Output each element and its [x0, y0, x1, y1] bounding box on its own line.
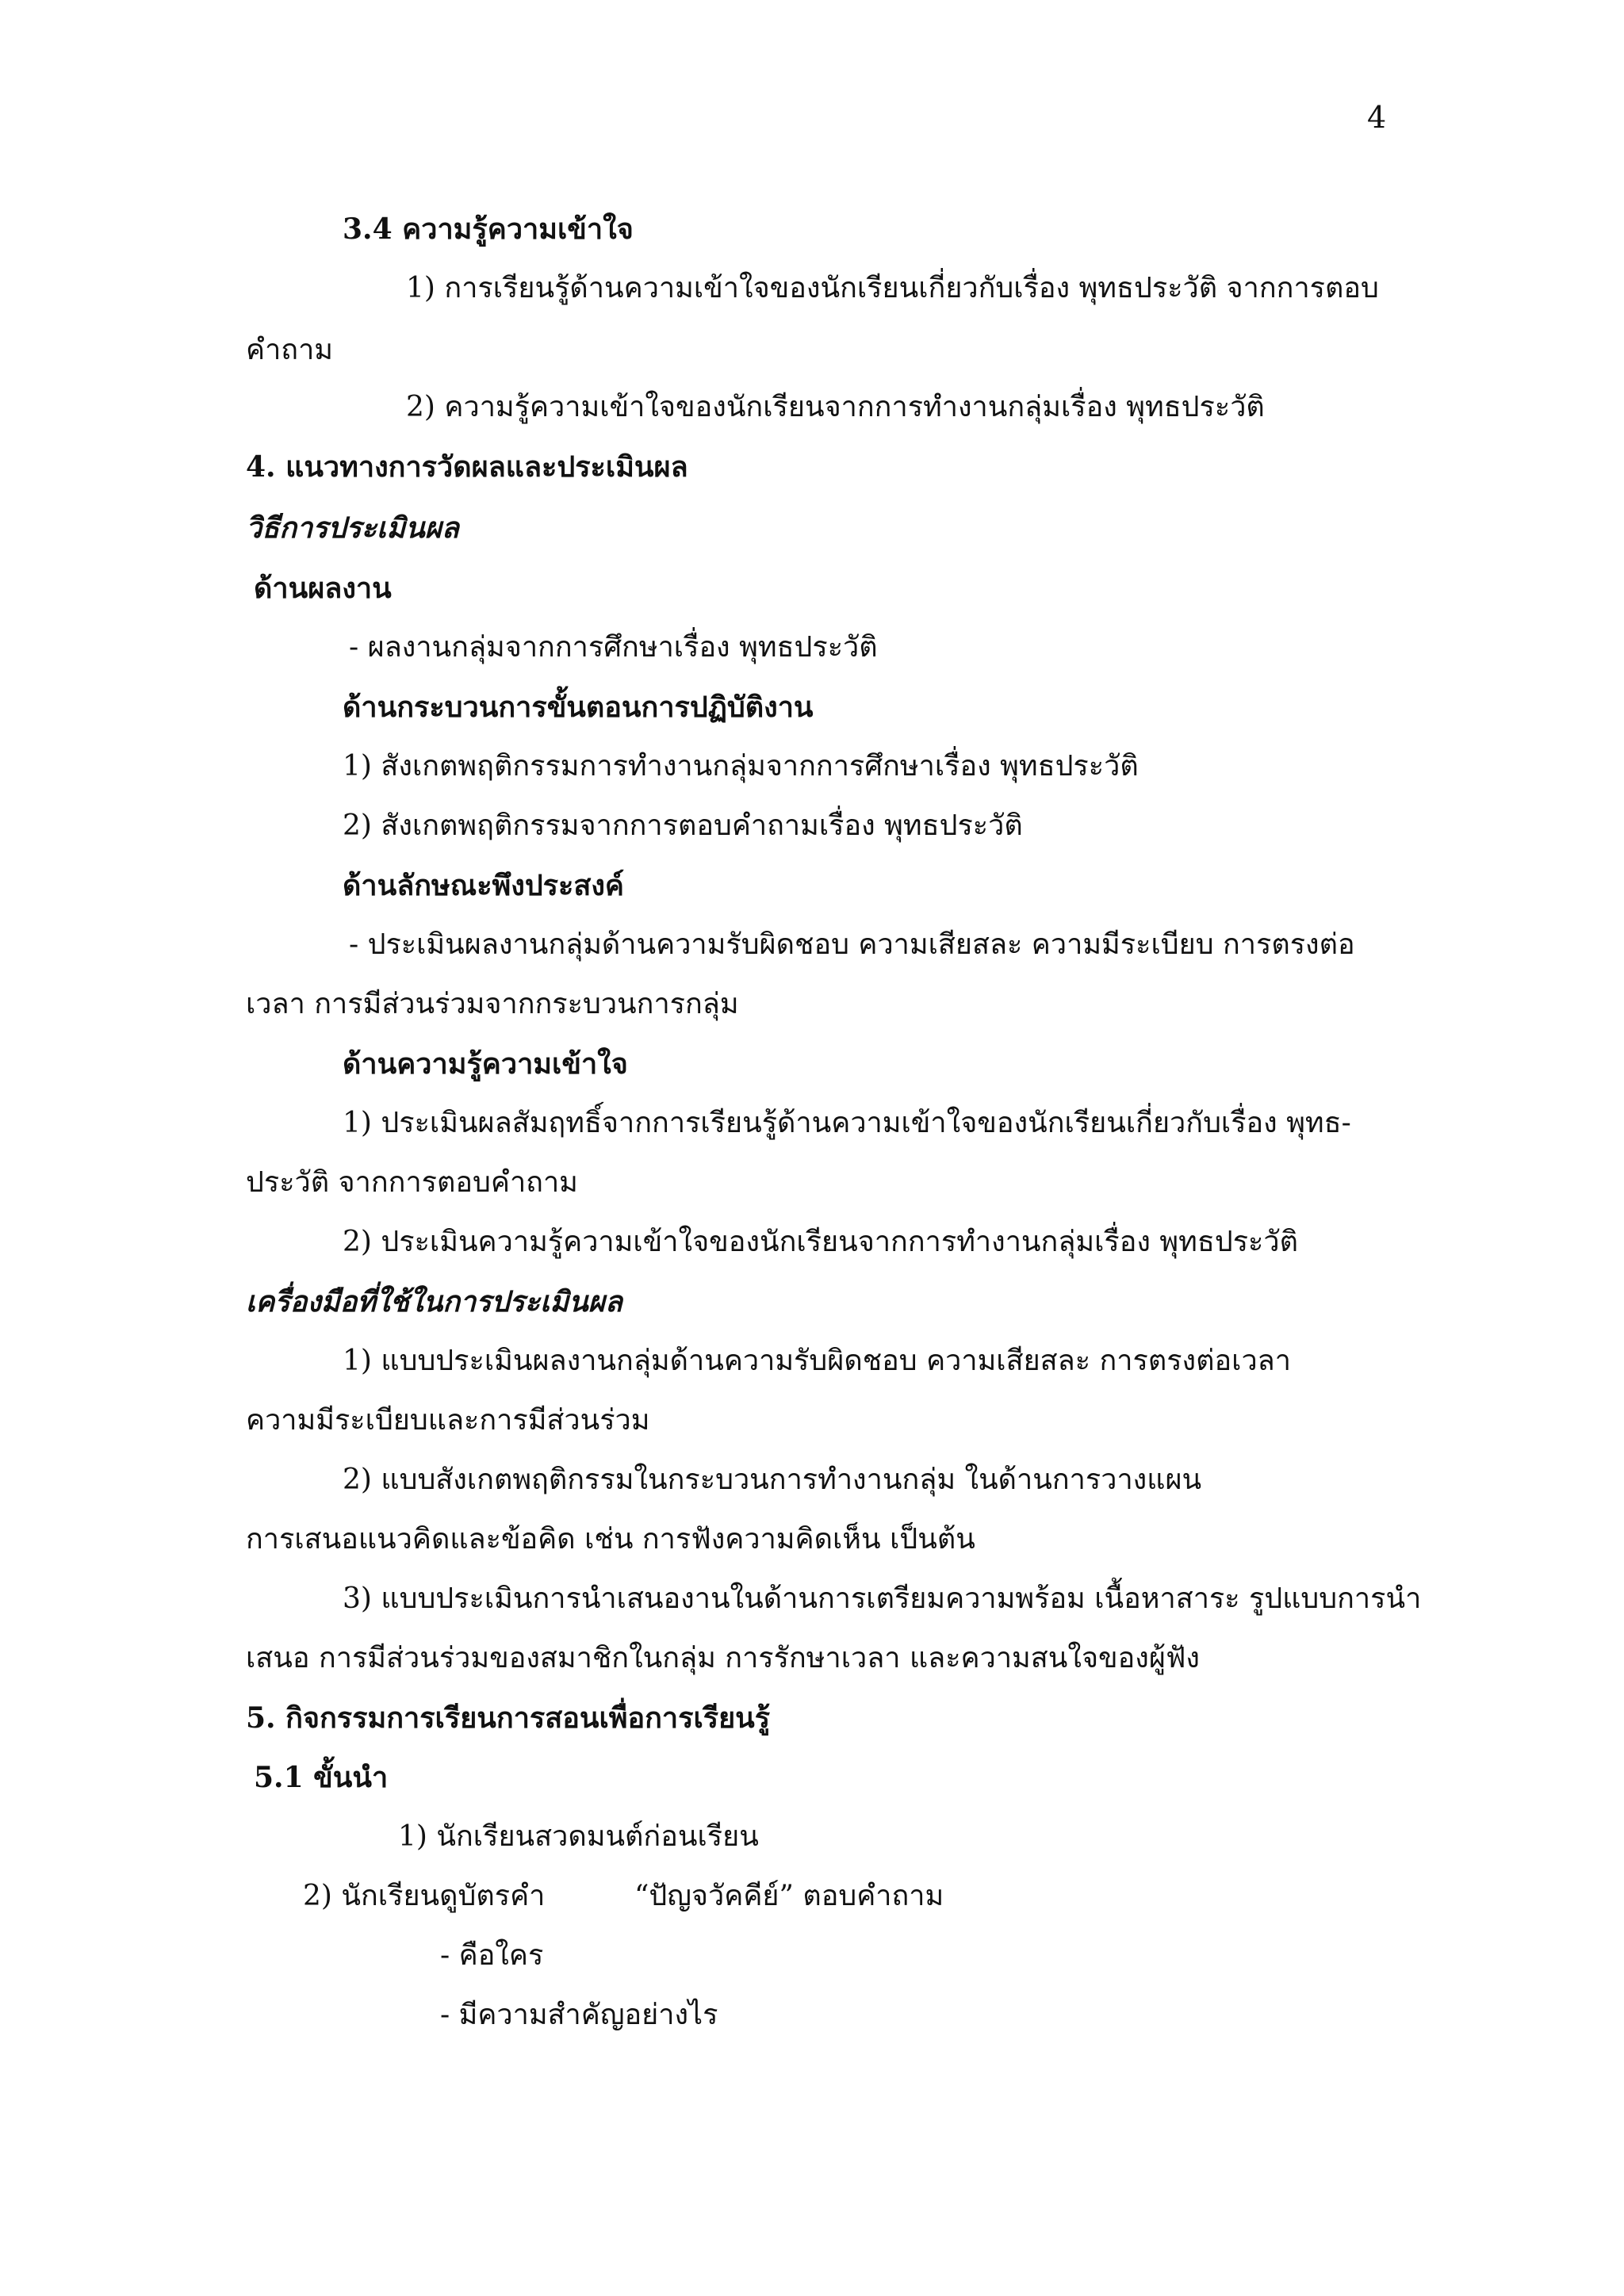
process-aspect-heading: ด้านกระบวนการขั้นตอนการปฏิบัติงาน: [343, 691, 814, 724]
knowledge-aspect-item-1-line-1: 1) ประเมินผลสัมฤทธิ์จากการเรียนรู้ด้านความเข้าใจของนักเรียนเกี่ยวกับเรื่อง พุทธ-: [343, 1107, 1351, 1139]
section-3-4-item-2: 2) ความรู้ความเข้าใจของนักเรียนจากการทำงานกลุ่มเรื่อง พุทธประวัติ: [406, 391, 1265, 423]
desirable-traits-item-line-2: เวลา การมีส่วนร่วมจากกระบวนการกลุ่ม: [246, 988, 739, 1020]
process-aspect-item-1: 1) สังเกตพฤติกรรมการทำงานกลุ่มจากการศึกษาเรื่อง พุทธประวัติ: [343, 750, 1139, 783]
evaluation-tools-item-1-line-1: 1) แบบประเมินผลงานกลุ่มด้านความรับผิดชอบ ความเสียสละ การตรงต่อเวลา: [343, 1345, 1291, 1377]
section-5-1-heading: 5.1 ขั้นนำ: [254, 1761, 389, 1794]
evaluation-tools-item-2-line-1: 2) แบบสังเกตพฤติกรรมในกระบวนการทำงานกลุ่ม ในด้านการวางแผน: [343, 1464, 1202, 1496]
desirable-traits-heading: ด้านลักษณะพึงประสงค์: [343, 869, 624, 902]
evaluation-tools-item-3-line-1: 3) แบบประเมินการนำเสนองานในด้านการเตรียมความพร้อม เนื้อหาสาระ รูปแบบการนำ: [343, 1582, 1422, 1615]
section-5-1-item-2-right: “ปัญจวัคคีย์” ตอบคำถาม: [634, 1880, 944, 1912]
knowledge-aspect-heading: ด้านความรู้ความเข้าใจ: [343, 1047, 628, 1081]
evaluation-tools-item-2-line-2: การเสนอแนวคิดและข้อคิด เช่น การฟังความคิดเห็น เป็นต้น: [246, 1523, 975, 1556]
evaluation-tools-heading: เครื่องมือที่ใช้ในการประเมินผล: [246, 1285, 622, 1318]
section-3-4-heading: 3.4 ความรู้ความเข้าใจ: [343, 212, 634, 246]
section-5-heading: 5. กิจกรรมการเรียนการสอนเพื่อการเรียนรู้: [246, 1701, 771, 1735]
section-3-4-item-1-line-1: 1) การเรียนรู้ด้านความเข้าใจของนักเรียนเกี่ยวกับเรื่อง พุทธประวัติ จากการตอบ: [406, 272, 1379, 304]
work-aspect-heading: ด้านผลงาน: [254, 572, 392, 605]
section-5-1-item-2-left: 2) นักเรียนดูบัตรคำ: [303, 1880, 546, 1912]
knowledge-aspect-item-1-line-2: ประวัติ จากการตอบคำถาม: [246, 1166, 578, 1199]
section-5-1-question-1: - คือใคร: [440, 1939, 544, 1972]
process-aspect-item-2: 2) สังเกตพฤติกรรมจากการตอบคำถามเรื่อง พุทธประวัติ: [343, 809, 1023, 842]
section-5-1-question-2: - มีความสำคัญอย่างไร: [440, 1999, 718, 2031]
knowledge-aspect-item-2: 2) ประเมินความรู้ความเข้าใจของนักเรียนจากการทำงานกลุ่มเรื่อง พุทธประวัติ: [343, 1226, 1298, 1258]
evaluation-method-heading: วิธีการประเมินผล: [246, 511, 459, 545]
section-5-1-item-1: 1) นักเรียนสวดมนต์ก่อนเรียน: [398, 1820, 759, 1853]
page-number: 4: [1367, 100, 1387, 135]
section-3-4-item-1-line-2: คำถาม: [246, 334, 334, 366]
evaluation-tools-item-3-line-2: เสนอ การมีส่วนร่วมของสมาชิกในกลุ่ม การรักษาเวลา และความสนใจของผู้ฟัง: [246, 1642, 1201, 1674]
evaluation-tools-item-1-line-2: ความมีระเบียบและการมีส่วนร่วม: [246, 1404, 650, 1437]
desirable-traits-item-line-1: - ประเมินผลงานกลุ่มด้านความรับผิดชอบ ความเสียสละ ความมีระเบียบ การตรงต่อ: [349, 928, 1355, 961]
work-aspect-item: - ผลงานกลุ่มจากการศึกษาเรื่อง พุทธประวัติ: [349, 631, 878, 664]
section-4-heading: 4. แนวทางการวัดผลและประเมินผล: [246, 450, 688, 484]
